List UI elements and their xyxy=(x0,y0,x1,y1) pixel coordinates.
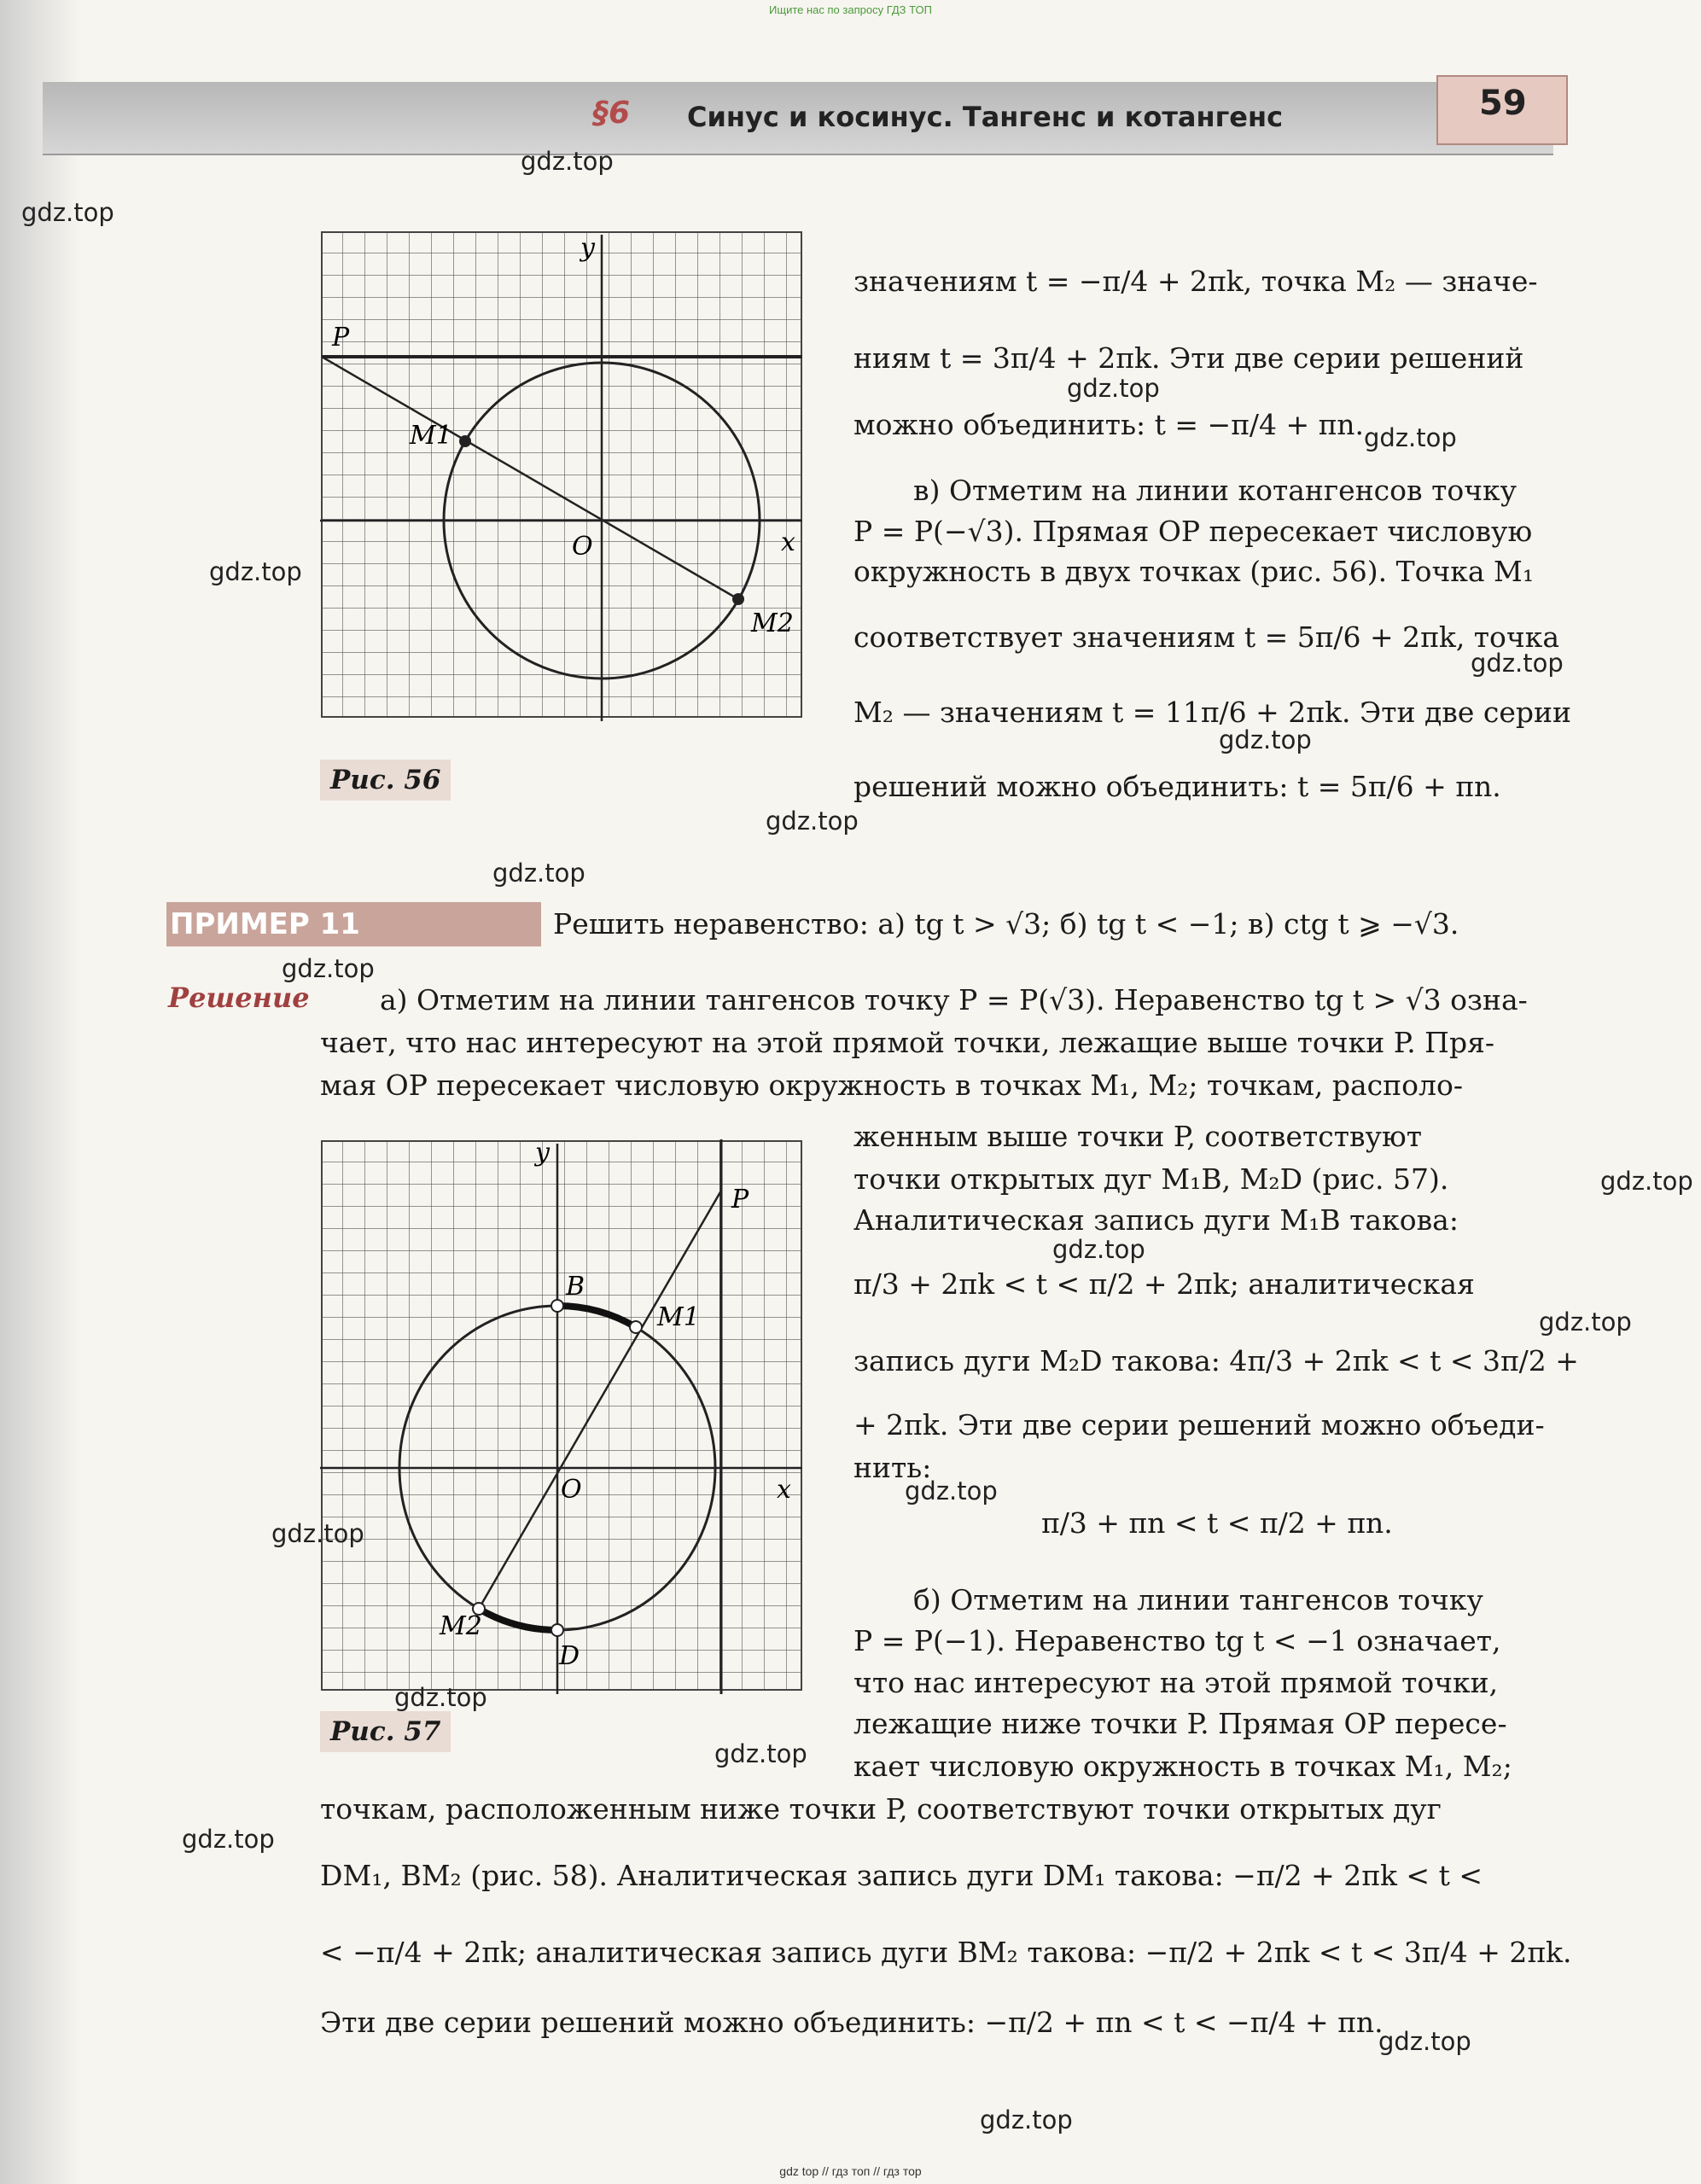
text-line: а) Отметим на линии тангенсов точку P = P(√3). Неравенство tg t > √3 озна- xyxy=(380,983,1528,1016)
text-line: Эти две серии решений можно объединить: −π/2 + πn < t < −π/4 + πn. xyxy=(320,2006,1384,2039)
section-number: §6 xyxy=(593,96,631,131)
label-O: O xyxy=(572,532,593,562)
watermark: gdz.top xyxy=(1067,374,1160,403)
figure-57-caption: Рис. 57 xyxy=(320,1711,451,1752)
watermark: gdz.top xyxy=(766,807,859,836)
chapter-title: Синус и косинус. Тангенс и котангенс xyxy=(687,101,1284,133)
task-line: Решить неравенство: а) tg t > √3; б) tg t < −1; в) ctg t ⩾ −√3. xyxy=(553,907,1459,941)
text-line: что нас интересуют на этой прямой точки, xyxy=(853,1666,1499,1699)
watermark: gdz.top xyxy=(282,954,375,983)
watermark: gdz.top xyxy=(1471,649,1564,678)
figure-57 xyxy=(320,1139,807,1694)
text-line: соответствует значениям t = 5π/6 + 2πk, точка xyxy=(853,620,1560,654)
figure-56 xyxy=(320,230,807,721)
watermark: gdz.top xyxy=(21,198,114,227)
point-M2 xyxy=(732,593,744,605)
text-line: б) Отметим на линии тангенсов точку xyxy=(913,1583,1483,1616)
label-P: P xyxy=(332,323,350,352)
text-line: в) Отметим на линии котангенсов точку xyxy=(913,474,1518,507)
text-line: Аналитическая запись дуги M₁B такова: xyxy=(853,1203,1459,1237)
page-number: 59 xyxy=(1479,84,1527,123)
text-line: запись дуги M₂D такова: 4π/3 + 2πk < t < 3π/2 + xyxy=(853,1344,1579,1377)
label-y: y xyxy=(535,1139,550,1168)
label-x: x xyxy=(777,1475,791,1505)
label-x: x xyxy=(781,527,795,557)
watermark: gdz.top xyxy=(714,1739,807,1768)
watermark: gdz.top xyxy=(394,1683,487,1712)
example-label: ПРИМЕР 11 xyxy=(166,902,541,946)
label-P: P xyxy=(731,1185,749,1214)
text-line: кает числовую окружность в точках M₁, M₂; xyxy=(853,1750,1512,1783)
watermark: gdz.top xyxy=(1364,423,1457,452)
text-line: точкам, расположенным ниже точки P, соответствуют точки открытых дуг xyxy=(320,1792,1442,1826)
text-line: < −π/4 + 2πk; аналитическая запись дуги BM₂ такова: −π/2 + 2πk < t < 3π/4 + 2πk. xyxy=(320,1936,1572,1969)
watermark: gdz.top xyxy=(492,859,585,888)
grid xyxy=(322,1141,801,1690)
bottom-note: gdz top // гдз топ // гдз тор xyxy=(779,2164,922,2178)
text-line: окружность в двух точках (рис. 56). Точка M₁ xyxy=(853,555,1535,588)
top-note: Ищите нас по запросу ГДЗ ТОП xyxy=(769,3,932,16)
label-y: y xyxy=(580,233,595,263)
text-line: ниям t = 3π/4 + 2πk. Эти две серии решений xyxy=(853,341,1524,375)
watermark: gdz.top xyxy=(182,1825,275,1854)
watermark: gdz.top xyxy=(209,557,302,586)
text-line: мая OP пересекает числовую окружность в точках M₁, M₂; точкам, располо- xyxy=(320,1069,1463,1102)
label-M2: M2 xyxy=(440,1611,482,1641)
solution-label: Решение xyxy=(168,981,310,1014)
watermark: gdz.top xyxy=(980,2105,1073,2134)
text-line: + 2πk. Эти две серии решений можно объеди- xyxy=(853,1408,1545,1441)
point-D xyxy=(551,1624,563,1636)
page-binding-shadow xyxy=(0,0,81,2184)
label-B: B xyxy=(566,1272,585,1302)
watermark: gdz.top xyxy=(1378,2027,1471,2056)
text-line: DM₁, BM₂ (рис. 58). Аналитическая запись дуги DM₁ такова: −π/2 + 2πk < t < xyxy=(320,1859,1483,1892)
text-line: женным выше точки P, соответствуют xyxy=(853,1120,1422,1153)
text-line: P = P(−1). Неравенство tg t < −1 означает, xyxy=(853,1624,1501,1657)
label-M1: M1 xyxy=(410,421,452,451)
text-line: M₂ — значениям t = 11π/6 + 2πk. Эти две серии xyxy=(853,696,1571,729)
grid xyxy=(322,232,801,717)
watermark: gdz.top xyxy=(271,1519,364,1548)
label-D: D xyxy=(559,1641,580,1671)
point-B xyxy=(551,1300,563,1312)
text-line: π/3 + 2πk < t < π/2 + 2πk; аналитическая xyxy=(853,1267,1475,1301)
text-line: лежащие ниже точки P. Прямая OP пересе- xyxy=(853,1707,1507,1740)
text-line: можно объединить: t = −π/4 + πn. xyxy=(853,408,1365,441)
point-M1 xyxy=(630,1321,642,1333)
text-line: значениям t = −π/4 + 2πk, точка M₂ — значе- xyxy=(853,265,1538,298)
label-M1: M1 xyxy=(657,1302,700,1332)
point-M1 xyxy=(459,435,471,447)
text-line: P = P(−√3). Прямая OP пересекает числовую xyxy=(853,515,1533,548)
figure-56-caption: Рис. 56 xyxy=(320,760,451,801)
watermark: gdz.top xyxy=(1219,725,1312,754)
text-line: точки открытых дуг M₁B, M₂D (рис. 57). xyxy=(853,1162,1449,1196)
text-line: чает, что нас интересуют на этой прямой точки, лежащие выше точки P. Пря- xyxy=(320,1026,1495,1059)
watermark: gdz.top xyxy=(1600,1167,1693,1196)
label-M2: M2 xyxy=(751,609,794,638)
text-line: π/3 + πn < t < π/2 + πn. xyxy=(1041,1506,1393,1540)
watermark: gdz.top xyxy=(905,1476,998,1506)
watermark: gdz.top xyxy=(521,147,614,176)
text-line: решений можно объединить: t = 5π/6 + πn. xyxy=(853,770,1501,803)
watermark: gdz.top xyxy=(1539,1307,1632,1337)
watermark: gdz.top xyxy=(1052,1235,1145,1264)
text-line: нить: xyxy=(853,1451,932,1484)
label-O: O xyxy=(561,1475,582,1505)
